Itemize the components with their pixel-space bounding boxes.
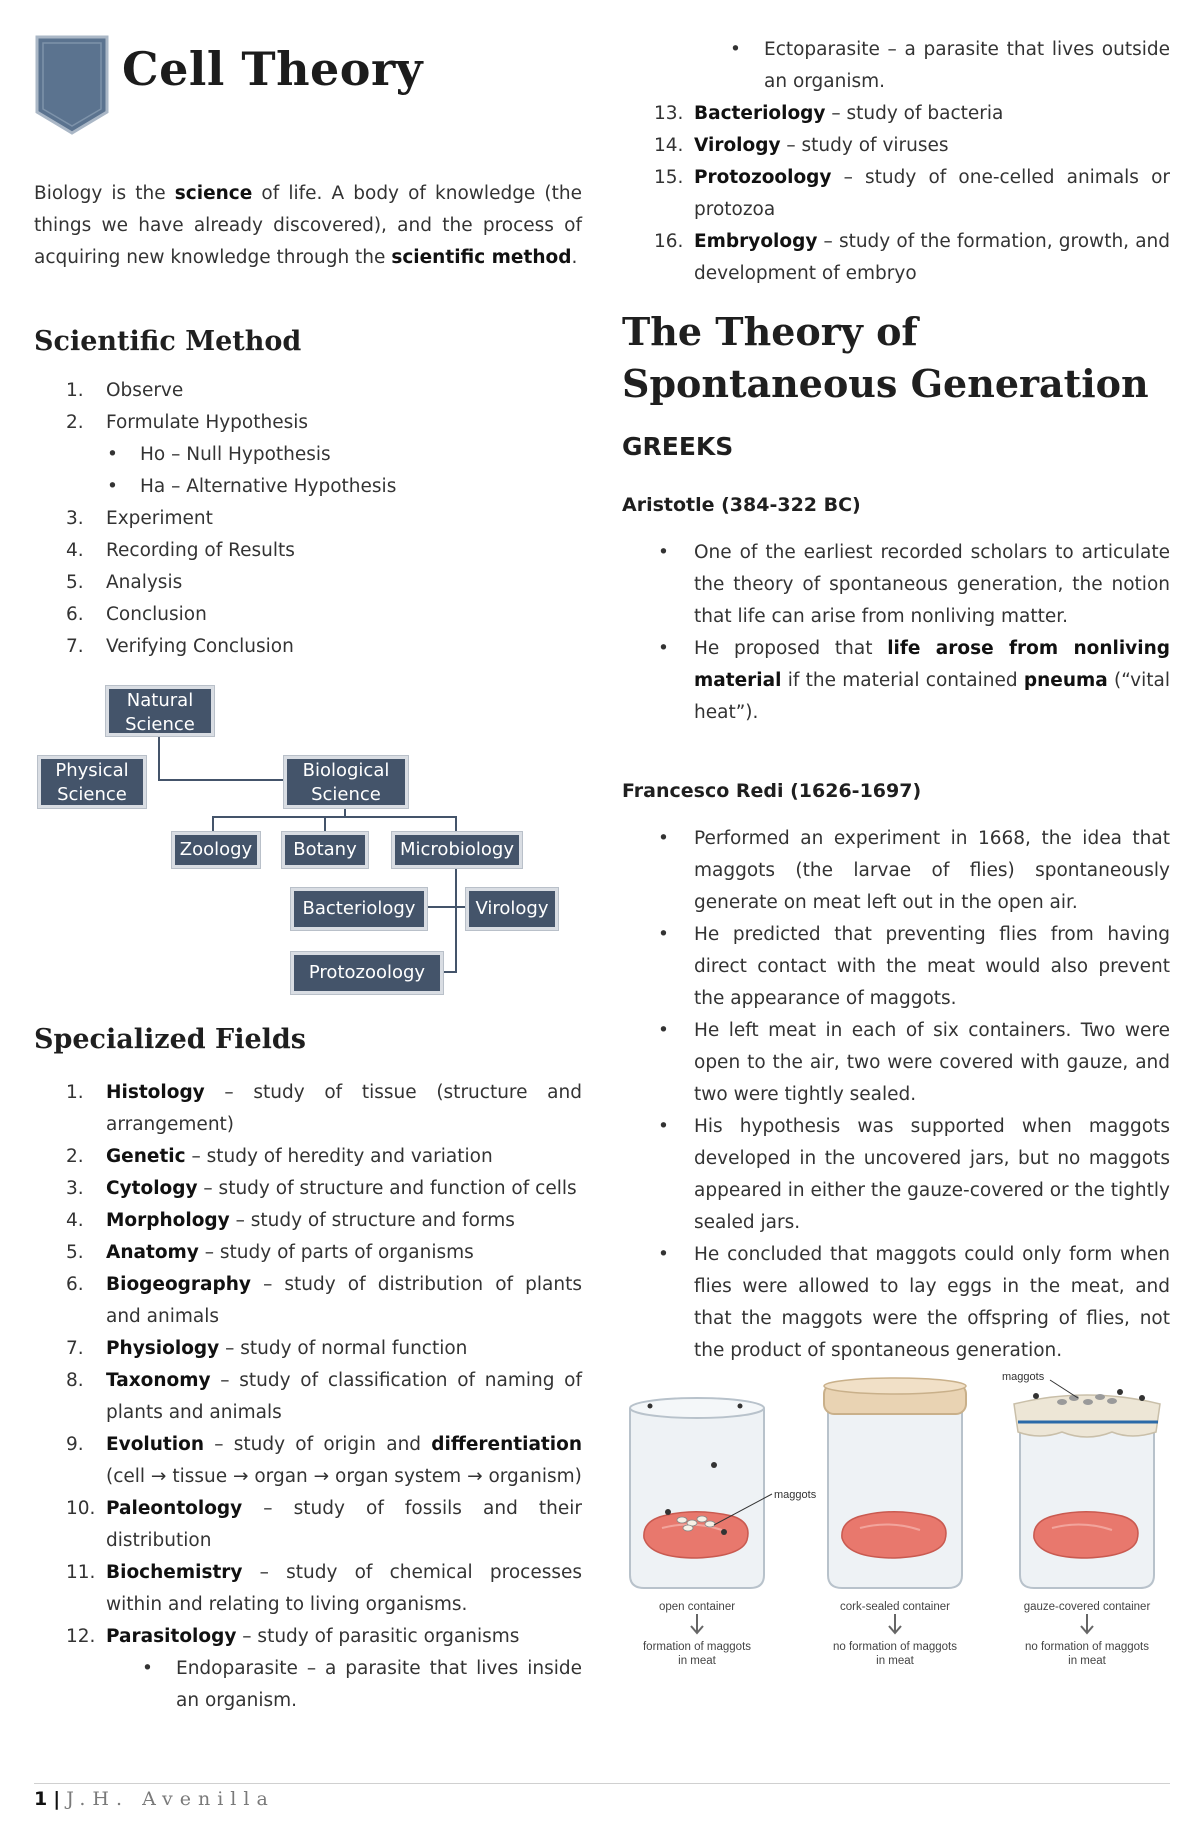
list-item: 4. Morphology – study of structure and forms xyxy=(66,1210,515,1231)
list-item: • Ectoparasite – a parasite that lives outside an organism. xyxy=(730,39,1170,92)
greeks-heading: GREEKS xyxy=(622,432,734,461)
diagram-node-physical-science: Physical Science xyxy=(38,756,146,808)
gauze-covered-jar xyxy=(1002,1371,1160,1588)
jar2-result-line1: no formation of maggots xyxy=(832,1641,958,1653)
list-item: • He left meat in each of six containers. Two were open to the air, two were covered with gauze, and two were tightly sealed. xyxy=(658,1020,1170,1105)
aristotle-list xyxy=(622,537,1170,729)
diagram-node-botany: Botany xyxy=(282,832,368,868)
list-item: 7. Verifying Conclusion xyxy=(66,636,294,657)
redi-heading: Francesco Redi (1626-1697) xyxy=(622,780,922,802)
list-item: 13. Bacteriology – study of bacteria xyxy=(654,103,1004,124)
maggots-label-top: maggots xyxy=(1002,1371,1045,1383)
diagram-node-protozoology: Protozoology xyxy=(291,952,443,994)
jar3-result-line2: in meat xyxy=(1068,1655,1106,1667)
page-number: 1 xyxy=(34,1788,48,1810)
document-title: Cell Theory xyxy=(122,42,423,96)
list-item: 8. Taxonomy – study of classification of naming of plants and animals xyxy=(66,1370,582,1423)
jar1-result-line2: in meat xyxy=(678,1655,716,1667)
list-item: 16. Embryology – study of the formation, growth, and development of embryo xyxy=(654,231,1170,284)
list-item: 10. Paleontology – study of fossils and their distribution xyxy=(66,1498,582,1551)
jar1-result-line1: formation of maggots xyxy=(642,1641,752,1653)
list-item: 11. Biochemistry – study of chemical processes within and relating to living organisms. xyxy=(66,1562,582,1615)
list-item: 3. Cytology – study of structure and function of cells xyxy=(66,1178,577,1199)
specialized-fields-list xyxy=(34,1077,582,1717)
list-item: 1. Histology – study of tissue (structure and arrangement) xyxy=(66,1082,582,1135)
list-item: 12. Parasitology – study of parasitic organisms xyxy=(66,1626,520,1647)
intro-paragraph: Biology is the science of life. A body of knowledge (the things we have already discovered), and the process of acquiring new knowledge through the scientific method. xyxy=(34,183,582,268)
cork-sealed-jar xyxy=(824,1378,966,1588)
jar1-label: open container xyxy=(658,1601,736,1613)
footer-divider xyxy=(34,1783,1170,1784)
list-item: • He predicted that preventing flies from having direct contact with the meat would also prevent the appearance of maggots. xyxy=(658,924,1170,1009)
down-arrow-icons xyxy=(691,1614,1093,1633)
jar3-label: gauze-covered container xyxy=(1023,1601,1151,1613)
list-item: 15. Protozoology – study of one-celled animals or protozoa xyxy=(654,167,1170,220)
diagram-node-biological-science: Biological Science xyxy=(284,756,408,808)
list-item: 14. Virology – study of viruses xyxy=(654,135,949,156)
scientific-method-heading: Scientific Method xyxy=(34,326,302,357)
list-item: 7. Physiology – study of normal function xyxy=(66,1338,468,1359)
list-item: • He concluded that maggots could only form when flies were allowed to lay eggs in the meat, and that the maggots were the offspring of flies, not the product of spontaneous generation. xyxy=(658,1244,1170,1361)
list-item: • Ha – Alternative Hypothesis xyxy=(107,476,397,497)
aristotle-heading: Aristotle (384-322 BC) xyxy=(622,494,861,516)
specialized-fields-heading: Specialized Fields xyxy=(34,1024,306,1055)
list-item: • Performed an experiment in 1668, the idea that maggots (the larvae of flies) spontaneously generate on meat left out in the open air. xyxy=(658,828,1170,913)
diagram-node-bacteriology: Bacteriology xyxy=(291,888,427,930)
specialized-fields-list-continued xyxy=(622,34,1170,290)
footer-author: J.H. Avenilla xyxy=(66,1788,275,1810)
spontaneous-generation-heading: The Theory of Spontaneous Generation xyxy=(622,309,1149,406)
open-jar xyxy=(630,1398,817,1588)
diagram-node-natural-science: Natural Science xyxy=(106,686,214,736)
diagram-node-microbiology: Microbiology xyxy=(392,832,522,868)
diagram-node-virology: Virology xyxy=(466,888,558,930)
list-item: 6. Conclusion xyxy=(66,604,207,625)
list-item: 3. Experiment xyxy=(66,508,213,529)
list-item: • His hypothesis was supported when maggots developed in the uncovered jars, but no maggots appeared in either the gauze-covered or the tightly sealed jars. xyxy=(658,1116,1170,1233)
list-item: 2. Formulate Hypothesis xyxy=(66,412,309,433)
list-item: 5. Analysis xyxy=(66,572,183,593)
list-item: 9. Evolution – study of origin and differentiation (cell → tissue → organ → organ system → organism) xyxy=(66,1434,582,1487)
list-item: 6. Biogeography – study of distribution of plants and animals xyxy=(66,1274,582,1327)
redi-experiment-figure xyxy=(622,1370,1170,1680)
page-footer xyxy=(34,1788,275,1810)
list-item: • Ho – Null Hypothesis xyxy=(107,444,331,465)
redi-list xyxy=(622,823,1170,1367)
list-item: 4. Recording of Results xyxy=(66,540,295,561)
maggots-label: maggots xyxy=(774,1489,817,1501)
diagram-node-zoology: Zoology xyxy=(172,832,260,868)
list-item: 5. Anatomy – study of parts of organisms xyxy=(66,1242,474,1263)
jar2-result-line2: in meat xyxy=(876,1655,914,1667)
list-item: • Endoparasite – a parasite that lives inside an organism. xyxy=(142,1658,582,1711)
list-item: • He proposed that life arose from nonliving material if the material contained pneuma (“vital heat”). xyxy=(658,638,1171,723)
jar2-label: cork-sealed container xyxy=(840,1601,950,1613)
footer-separator: | xyxy=(53,1788,61,1810)
jar3-result-line1: no formation of maggots xyxy=(1024,1641,1150,1653)
list-item: • One of the earliest recorded scholars to articulate the theory of spontaneous generation, the notion that life can arise from nonliving matter. xyxy=(658,542,1170,627)
list-item: 2. Genetic – study of heredity and variation xyxy=(66,1146,493,1167)
list-item: 1. Observe xyxy=(66,380,184,401)
